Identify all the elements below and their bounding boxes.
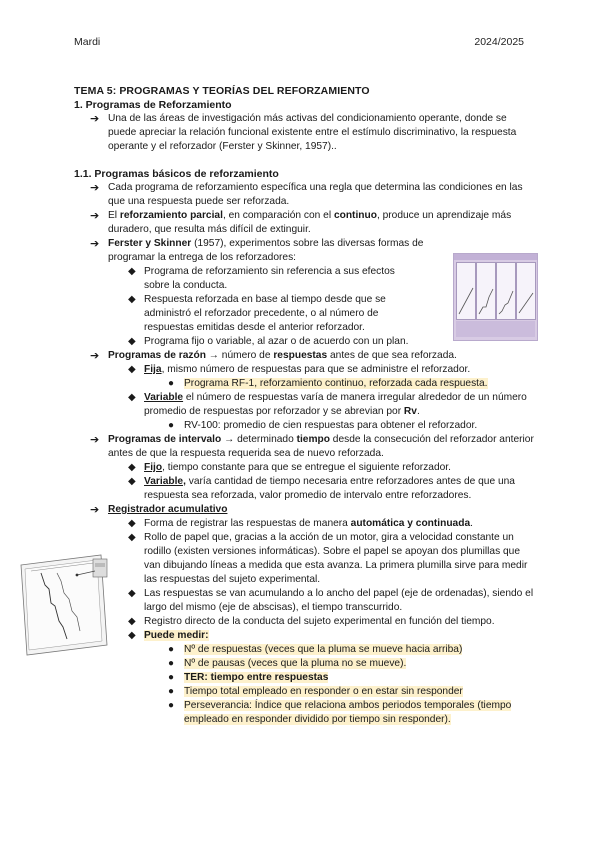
diamond-bullet-icon: ◆ bbox=[128, 364, 136, 375]
diamond-bullet-icon: ◆ bbox=[128, 392, 136, 403]
list-item: ◆ Fijo, tiempo constante para que se entregue el siguiente reforzador. bbox=[128, 462, 451, 473]
diamond-bullet-icon: ◆ bbox=[128, 518, 136, 529]
dot-bullet-icon: ● bbox=[168, 644, 175, 655]
list-item: ● Nº de respuestas (veces que la pluma se mueve hacia arriba) bbox=[168, 644, 463, 655]
diamond-bullet-icon: ◆ bbox=[128, 336, 136, 347]
list-item: ◆ Respuesta reforzada en base al tiempo desde que se administró el reforzador precedente, o al número de respuestas emitidas desde el anterior reforzador. bbox=[128, 294, 386, 333]
arrow-icon: ➔ bbox=[90, 350, 100, 362]
list-item: ◆ Forma de registrar las respuestas de manera automática y continuada. bbox=[128, 518, 473, 529]
thumbnail-footer bbox=[456, 321, 535, 337]
diamond-bullet-icon: ◆ bbox=[128, 462, 136, 473]
list-item: ◆ Programa fijo o variable, al azar o de acuerdo con un plan. bbox=[128, 336, 409, 347]
thumbnail-cell bbox=[496, 262, 516, 320]
dot-bullet-icon: ● bbox=[168, 658, 175, 669]
cumulative-recorder-illustration bbox=[17, 551, 111, 658]
dot-bullet-icon: ● bbox=[168, 686, 175, 697]
list-item: ➔ Cada programa de reforzamiento específica una regla que determina las condiciones en las que una respuesta puede ser reforzada. bbox=[90, 182, 523, 207]
document-body bbox=[74, 84, 534, 727]
diamond-bullet-icon: ◆ bbox=[128, 630, 136, 641]
list-item: ➔ Programas de intervalo → determinado tiempo desde la consecución del reforzador anterior antes de que la respuesta requerida sea de nuevo reforzada. bbox=[90, 434, 534, 459]
list-item: ● Tiempo total empleado en responder o en estar sin responder bbox=[168, 686, 463, 697]
diamond-bullet-icon: ◆ bbox=[128, 294, 136, 305]
diamond-bullet-icon: ◆ bbox=[128, 588, 136, 599]
dot-bullet-icon: ● bbox=[168, 378, 175, 389]
header-left: Mardi bbox=[74, 36, 101, 48]
list-item: ◆ Las respuestas se van acumulando a lo ancho del papel (eje de ordenadas), siendo el largo del mismo (eje de abscisas), el tiempo transcurrido. bbox=[128, 588, 534, 613]
arrow-icon: ➔ bbox=[90, 210, 100, 222]
list-item: ◆ Programa de reforzamiento sin referencia a sus efectos sobre la conducta. bbox=[128, 266, 395, 291]
schedules-table-thumbnail bbox=[453, 253, 538, 341]
list-item: ◆ Variable el número de respuestas varía de manera irregular alrededor de un número promedio de respuestas por reforzador y se abrevian por Rv. bbox=[128, 392, 527, 417]
list-item: ● Perseverancia: Índice que relaciona ambos periodos temporales (tiempo empleado en responder dividido por tiempo sin responder). bbox=[168, 700, 512, 725]
thumbnail-cell bbox=[456, 262, 476, 320]
list-item: ➔ Ferster y Skinner (1957), experimentos sobre las diversas formas de programar la entrega de los reforzadores: bbox=[90, 238, 424, 263]
list-item: ➔ Una de las áreas de investigación más activas del condicionamiento operante, donde se puede apreciar la relación funcional existente entre el estímulo discriminativo, la respuesta operante y el reforzador (Ferster y Skinner, 1957).. bbox=[90, 113, 517, 152]
list-item: ● Programa RF-1, reforzamiento continuo, reforzada cada respuesta. bbox=[168, 378, 488, 389]
subsection-title: 1.1. Programas básicos de reforzamiento bbox=[74, 168, 279, 180]
section-subtitle: 1. Programas de Reforzamiento bbox=[74, 99, 232, 111]
dot-bullet-icon: ● bbox=[168, 420, 175, 431]
arrow-icon: ➔ bbox=[90, 504, 100, 516]
thumbnail-header bbox=[454, 254, 537, 260]
list-item: ➔ Registrador acumulativo bbox=[90, 504, 228, 516]
list-item: ◆ Puede medir: bbox=[128, 630, 209, 641]
diamond-bullet-icon: ◆ bbox=[128, 476, 136, 487]
diamond-bullet-icon: ◆ bbox=[128, 616, 136, 627]
arrow-icon: ➔ bbox=[90, 182, 100, 194]
list-item: ● RV-100: promedio de cien respuestas para obtener el reforzador. bbox=[168, 420, 478, 431]
section-title: TEMA 5: PROGRAMAS Y TEORÍAS DEL REFORZAMIENTO bbox=[74, 85, 370, 97]
diamond-bullet-icon: ◆ bbox=[128, 532, 136, 543]
arrow-icon: ➔ bbox=[90, 238, 100, 250]
thumbnail-cell bbox=[516, 262, 536, 320]
dot-bullet-icon: ● bbox=[168, 700, 175, 711]
diamond-bullet-icon: ◆ bbox=[128, 266, 136, 277]
list-item: ➔ Programas de razón → número de respuestas antes de que sea reforzada. bbox=[90, 350, 457, 362]
dot-bullet-icon: ● bbox=[168, 672, 175, 683]
arrow-icon: ➔ bbox=[90, 113, 100, 125]
list-item: ● Nº de pausas (veces que la pluma no se mueve). bbox=[168, 658, 407, 669]
thumbnail-cell bbox=[476, 262, 496, 320]
arrow-icon: ➔ bbox=[90, 434, 100, 446]
list-item: ◆ Rollo de papel que, gracias a la acción de un motor, gira a velocidad constante un rodillo (existen versiones informáticas). Sobre el papel se apoyan dos plumillas que van dibujando líneas a medida que esta avanza. La primera plumilla sirve para medir las respuestas del sujeto experimental. bbox=[128, 532, 528, 585]
list-item: ◆ Fija, mismo número de respuestas para que se administre el reforzador. bbox=[128, 364, 471, 375]
list-item: ◆ Registro directo de la conducta del sujeto experimental en función del tiempo. bbox=[128, 616, 495, 627]
list-item: ● TER: tiempo entre respuestas bbox=[168, 672, 329, 683]
list-item: ◆ Variable, varía cantidad de tiempo necesaria entre reforzadores antes de que una respuesta sea reforzada, valor promedio de intervalo entre reforzadores. bbox=[128, 476, 515, 501]
header-right: 2024/2025 bbox=[474, 36, 524, 48]
list-item: ➔ El reforzamiento parcial, en comparación con el continuo, produce un aprendizaje más duradero, que resulta más difícil de extinguir. bbox=[90, 210, 512, 235]
